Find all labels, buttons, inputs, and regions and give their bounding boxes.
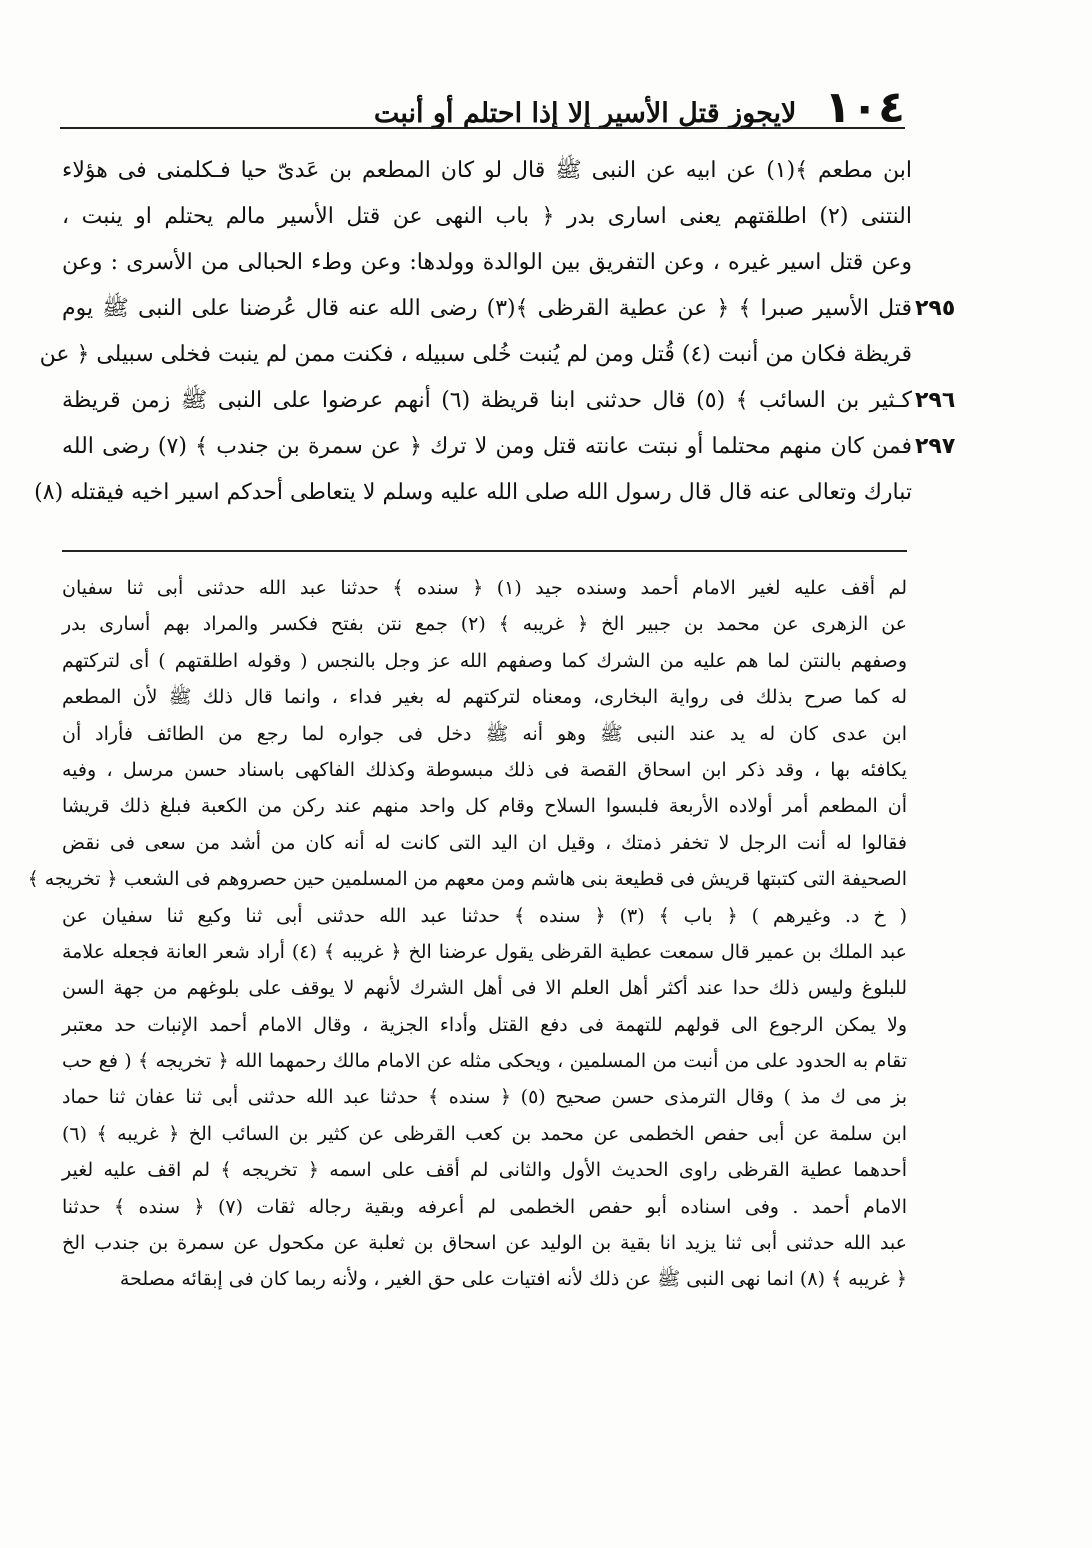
- main-text-line: [62, 194, 912, 240]
- hadith-number: ٢٩٦: [915, 388, 956, 413]
- footnote-line: فقالوا له أنت الرجل لا تخفر ذمتك ، وقيل ان اليد التى كانت له أنه كان من أشد من سعى فى نقض: [62, 831, 907, 854]
- footnote-line: له كما صرح بذلك فى رواية البخارى، ومعناه لتركتهم له بغير فداء ، وانما قال ذلك ﷺ لأن المطعم: [62, 686, 907, 709]
- footnote-line: ابن عدى كان له يد عند النبى ﷺ وهو أنه ﷺ دخل فى جواره لما رجع من الطائف فأراد أن: [62, 722, 907, 745]
- footnote-line: ولا يمكن الرجوع الى قولهم للتهمة فى دفع القتل وأداء الجزية ، وقال الامام أحمد الإنبات حد معتبر: [62, 1013, 907, 1036]
- footnote-line: ابن سلمة عن أبى حفص الخطمى عن محمد بن كعب القرظى عن كثير بن السائب الخ ﴿ غريبه ﴾ (٦): [62, 1122, 907, 1145]
- main-text: [34, 148, 912, 516]
- main-text-line-content: فمن كان منهم محتلما أو نبتت عانته قتل ومن لا ترك ﴿ عن سمرة بن جندب ﴾ (٧) رضى الله: [62, 434, 912, 459]
- main-text-line-content: قريظة فكان من أنبت (٤) قُتل ومن لم يُنبت خُلى سبيله ، فكنت ممن لم ينبت فخلى سبيلى ﴿ عن: [39, 342, 912, 367]
- footnote-line: يكافئه بها ، وقد ذكر ابن اسحاق القصة فى ذلك مبسوطة وكذلك الفاكهى باسناد حسن مرسل ، وفيه: [62, 758, 907, 781]
- footnote-line: الامام أحمد . وفى اسناده أبو حفص الخطمى لم أعرفه وبقية رجاله ثقات (٧) ﴿ سنده ﴾ حدثنا: [62, 1195, 907, 1218]
- main-text-line-content: كـثير بن السائب ﴾ (٥) قال حدثنى ابنا قريظة (٦) أنهم عرضوا على النبى ﷺ زمن قريظة: [62, 388, 912, 413]
- footnote-line: للبلوغ وليس ذلك حدا عند أكثر أهل العلم الا فى أهل الشرك لأنهم لا يوقف على بلوغهم من جهة السن: [62, 977, 907, 1000]
- running-title: لايجوز قتل الأسير إلا إذا احتلم أو أنبت: [373, 97, 797, 129]
- footnote-line: بز مى ك مذ ) وقال الترمذى حسن صحيح (٥) ﴿ سنده ﴾ حدثنا عبد الله حدثنى أبى ثنا عفان ثنا حماد: [62, 1086, 907, 1109]
- footnote-line: لم أقف عليه لغير الامام أحمد وسنده جيد (١) ﴿ سنده ﴾ حدثنا عبد الله حدثنى أبى ثنا سفيان: [62, 577, 907, 599]
- footnotes: [27, 570, 908, 1298]
- main-text-line-content: قتل الأسير صبرا ﴾ ﴿ عن عطية القرظى ﴾(٣) رضى الله عنه قال عُرضنا على النبى ﷺ يوم: [62, 296, 912, 321]
- footnote-line: تقام به الحدود على من أنبت من المسلمين ، ويحكى مثله عن الامام مالك رحمهما الله ﴿ تخريجه ﴾ ( فع حب: [62, 1050, 907, 1073]
- footnote-line: الصحيفة التى كتبتها قريش فى قطيعة بنى هاشم ومن معهم من المسلمين حين حصروهم فى الشعب ﴿ تخريجه ﴾: [27, 868, 907, 891]
- footnote-line: عن الزهرى عن محمد بن جبير الخ ﴿ غريبه ﴾ (٢) جمع نتن بفتح فكسر والمراد بهم أسارى بدر: [62, 613, 908, 636]
- header-rule: [60, 127, 905, 129]
- hadith-number: ٢٩٥: [915, 296, 956, 321]
- main-text-line: [62, 286, 912, 332]
- footnote-separator: [62, 550, 907, 552]
- footnote-line: أحدهما عطية القرظى راوى الحديث الأول والثانى لم أقف على اسمه ﴿ تخريجه ﴾ لم اقف عليه لغير: [62, 1159, 907, 1182]
- main-text-line-content: ابن مطعم ﴾(١) عن ابيه عن النبى ﷺ قال لو كان المطعم بن عَدىّ حيا فـكلمنى فى هؤلاء: [62, 158, 912, 183]
- footnote-line: عبد الملك بن عمير قال سمعت عطية القرظى يقول عرضنا الخ ﴿ غريبه ﴾ (٤) أراد شعر العانة فجعله علامة: [62, 940, 907, 963]
- main-text-line-content: النتنى (٢) اطلقتهم يعنى اسارى بدر ﴿ باب النهى عن قتل الأسير مالم يحتلم او ينبت ،: [62, 204, 912, 229]
- page-header: [60, 78, 905, 133]
- footnote-line: أن المطعم أمر أولاده الأربعة فلبسوا السلاح وقام كل واحد منهم عند ركن من الكعبة فبلغ ذلك قريشا: [62, 795, 907, 818]
- main-text-line: [62, 424, 912, 470]
- page-number: ١٠٤: [824, 82, 905, 133]
- footnote-line: ( خ د. وغيرهم ) ﴿ باب ﴾ (٣) ﴿ سنده ﴾ حدثنا عبد الله حدثنى أبى ثنا وكيع ثنا سفيان عن: [62, 904, 907, 927]
- footnote-line: ﴿ غريبه ﴾ (٨) انما نهى النبى ﷺ عن ذلك لأنه افتيات على حق الغير ، ولأنه ربما كان فى إبقائه مصلحة: [119, 1268, 907, 1291]
- main-text-line-content: تبارك وتعالى عنه قال قال رسول الله صلى الله عليه وسلم لا يتعاطى أحدكم اسير اخيه فيقتله (٨): [34, 480, 912, 505]
- main-text-line: [62, 148, 912, 194]
- hadith-number: ٢٩٧: [915, 434, 956, 459]
- footnote-line: وصفهم بالنتن لما هم عليه من الشرك كما وصفهم الله عز وجل بالنجس ( وقوله اطلقتهم ) أى لتركتهم: [62, 649, 907, 672]
- main-text-line: [62, 240, 912, 286]
- main-text-line: [62, 378, 912, 424]
- main-text-line-content: وعن قتل اسير غيره ، وعن التفريق بين الوالدة وولدها: وعن وطء الحبالى من الأسرى : وعن: [62, 250, 912, 275]
- main-text-line: [34, 470, 912, 516]
- main-text-line: [39, 332, 912, 378]
- footnote-line: عبد الله حدثنى أبى ثنا يزيد انا بقية بن الوليد عن اسحاق بن ثعلبة عن مكحول عن سمرة بن جندب الخ: [62, 1232, 907, 1255]
